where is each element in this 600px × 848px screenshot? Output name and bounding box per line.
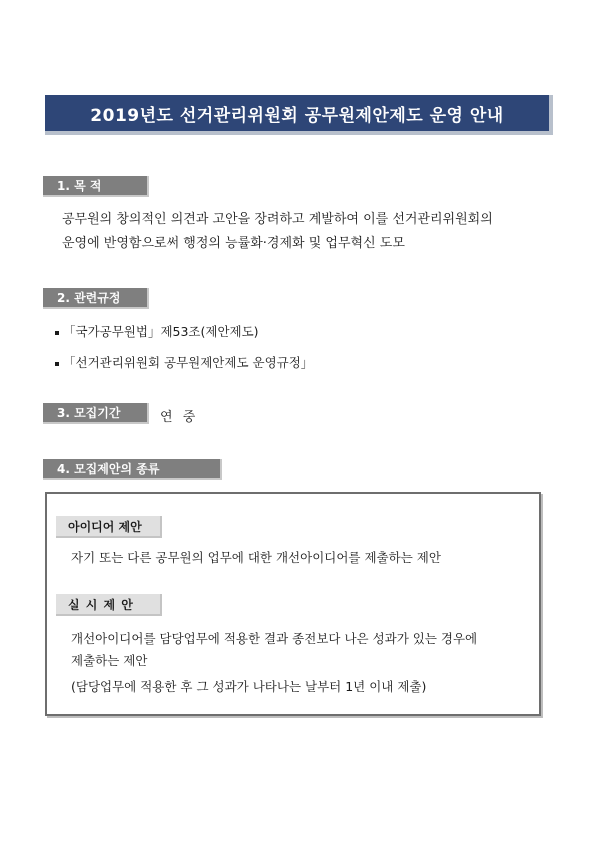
practice-proposal-label: 실 시 제 안 [56,594,162,616]
purpose-line-2: 운영에 반영함으로써 행정의 능률화·경제화 및 업무혁신 도모 [62,236,405,251]
practice-note: (담당업무에 적용한 후 그 성과가 나타나는 날부터 1년 이내 제출) [71,679,427,694]
practice-line-2: 제출하는 제안 [71,653,148,668]
purpose-text [62,208,493,256]
section-heading-regulations: 2. 관련규정 [43,288,149,309]
regulation-item [55,353,313,371]
section-heading-types: 4. 모집제안의 종류 [43,459,222,480]
period-value: 연 중 [160,410,199,425]
practice-line-1: 개선아이디어를 담당업무에 적용한 결과 종전보다 나은 성과가 있는 경우에 [71,631,478,646]
proposal-types-box [45,492,541,716]
purpose-line-1: 공무원의 창의적인 의견과 고안을 장려하고 계발하여 이를 선거관리위원회의 [62,212,493,227]
idea-proposal-label: 아이디어 제안 [56,516,162,538]
section-heading-purpose: 1. 목 적 [43,176,149,197]
idea-proposal-text: 자기 또는 다른 공무원의 업무에 대한 개선아이디어를 제출하는 제안 [71,550,441,565]
regulation-text: 「국가공무원법」제53조(제안제도) [63,324,259,339]
practice-proposal-text [71,628,477,698]
bullet-icon [55,331,59,335]
page-title: 2019년도 선거관리위원회 공무원제안제도 운영 안내 [45,95,553,135]
regulation-item [55,322,259,340]
bullet-icon [55,362,59,366]
section-heading-period: 3. 모집기간 [43,403,149,424]
regulation-text: 「선거관리위원회 공무원제안제도 운영규정」 [63,355,314,370]
